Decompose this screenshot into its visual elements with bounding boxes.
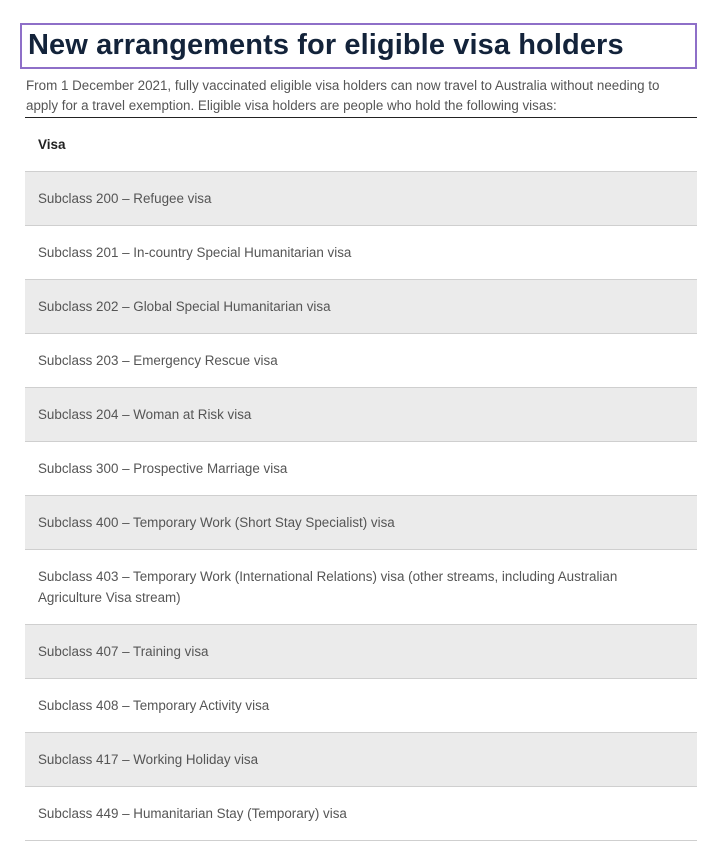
- table-cell: Subclass 408 – Temporary Activity visa: [38, 698, 270, 713]
- table-row: [25, 679, 697, 733]
- table-row: [25, 733, 697, 787]
- table-row: [25, 280, 697, 334]
- table-cell: Subclass 202 – Global Special Humanitarian visa: [38, 299, 331, 314]
- visa-table: [25, 117, 697, 841]
- table-row: [25, 787, 697, 841]
- table-header-visa: Visa: [38, 137, 66, 152]
- table-cell: Subclass 203 – Emergency Rescue visa: [38, 353, 278, 368]
- table-header: [25, 118, 697, 172]
- table-row: [25, 388, 697, 442]
- table-cell: Subclass 200 – Refugee visa: [38, 191, 212, 206]
- table-cell: Subclass 403 – Temporary Work (International Relations) visa (other streams, including Australian Agriculture Visa stream): [38, 569, 618, 605]
- table-cell: Subclass 400 – Temporary Work (Short Stay Specialist) visa: [38, 515, 395, 530]
- table-row: [25, 334, 697, 388]
- table-cell: Subclass 417 – Working Holiday visa: [38, 752, 259, 767]
- title-highlight-box: [20, 23, 697, 69]
- table-row: [25, 172, 697, 226]
- table-cell: Subclass 201 – In-country Special Humanitarian visa: [38, 245, 352, 260]
- table-cell: Subclass 449 – Humanitarian Stay (Temporary) visa: [38, 806, 347, 821]
- table-row: [25, 625, 697, 679]
- table-cell: Subclass 407 – Training visa: [38, 644, 209, 659]
- table-row: [25, 442, 697, 496]
- table-row: [25, 226, 697, 280]
- table-row: [25, 496, 697, 550]
- table-cell: Subclass 204 – Woman at Risk visa: [38, 407, 252, 422]
- table-row: [25, 550, 697, 625]
- intro-paragraph: From 1 December 2021, fully vaccinated eligible visa holders can now travel to Australia without needing to apply for a travel exemption. Eligible visa holders are people who hold the following visas:: [26, 78, 660, 113]
- page-title: New arrangements for eligible visa holders: [28, 29, 624, 61]
- table-cell: Subclass 300 – Prospective Marriage visa: [38, 461, 288, 476]
